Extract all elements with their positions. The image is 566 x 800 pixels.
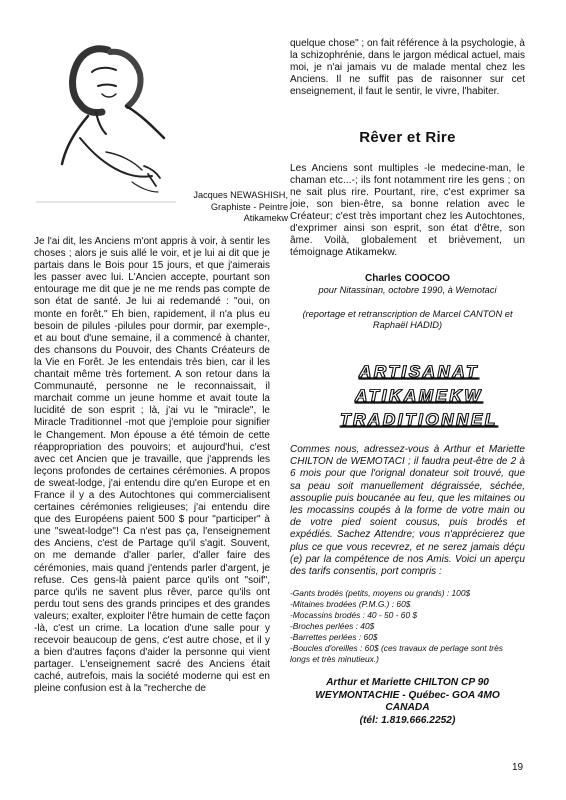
advert-paragraph: Commes nous, adressez-vous à Arthur et Mariette CHILTON de WEMOTACI ; il faudra peut-être de 2 à 6 mois pour que l'orignal donateur soit trouvé, que sa peau soit manuellement dégraissée, séchée, assouplie puis boucanée au feu, que les mitaines ou les mocassins coupés à la forme de votre main ou de votre pied soient cousus, puis brodés et expédiés. Sachez Attendre; vous n'apprécierez que plus ce que vous recevrez, et ne serez jamais déçu (e) par la compétence de nos Amis. Voici un aperçu des tarifs consentis, port compris : (290, 443, 525, 577)
contact-phone: (tél: 1.819.666.2252) (359, 714, 456, 726)
price-item: -Broches perlées : 40$ (290, 621, 375, 632)
page-number: 19 (512, 762, 524, 773)
price-item: -Mocassins brodés : 40 - 50 - 60 $ (290, 610, 418, 621)
section-paragraph: Les Anciens sont multiples -le medecine-man, le chaman etc...-; ils font notamment rire les gens ; on ne sait plus rire. Pourtant, rire, c'est exprimer sa joie, son bien-être, sa bonne relation avec le Créateur; c'est très important chez les Autochtones, d'exprimer ainsi son esprit, son état d'être, son âme. Voilà, globalement et brièvement, un témoignage Atikamekw. (290, 162, 525, 259)
photo-caption (176, 190, 288, 225)
contact-address: WEYMONTACHIE - Québec- GOA 4MO (315, 689, 500, 701)
caption-role: Graphiste - Peintre (210, 201, 288, 212)
right-column (290, 38, 525, 727)
price-item: -Barrettes perlées : 60$ (290, 632, 378, 643)
signature-name: Charles COOCOO (364, 273, 451, 285)
continuation-paragraph: quelque chose" ; on fait référence à la psychologie, à la schizophrénie, dans le jargon médical actuel, mais moi, je n'ai jamais vu de malade mental chez les Anciens. Il ne suffit pas de raisonner sur cet enseignement, il faut le sentir, le vivre, l'habiter. (290, 38, 525, 98)
artist-sketch-photo (36, 42, 176, 212)
signature-line: pour Nitassinan, octobre 1990, à Wemotaci (318, 285, 497, 296)
price-item: -Gants brodés (petits, moyens ou grands) : 100$ (290, 588, 471, 599)
caption-name: Jacques NEWASHISH, (193, 190, 288, 200)
advert-title-line-1: ARTISANAT (358, 361, 480, 381)
contact-name: Arthur et Mariette CHILTON CP 90 (326, 677, 489, 689)
advert-title (334, 360, 504, 432)
advert-title-line-2: ATIKAMEKW (355, 385, 483, 405)
price-item: -Boucles d'oreilles : 60$ (ces travaux de perlage sont très longs et très minutieux.) (290, 643, 503, 665)
advert-body (290, 444, 525, 578)
caption-nation: Atikamekw (243, 213, 288, 223)
advert-title-line-3: TRADITIONNEL (340, 409, 498, 429)
contact-country: CANADA (385, 702, 430, 714)
advert-contact (290, 677, 525, 727)
credit-line: (reportage et retranscription de Marcel CANTON et Raphaël HADID) (302, 308, 513, 331)
price-list (290, 588, 525, 665)
left-column-text: Je l'ai dit, les Anciens m'ont appris à voir, à sentir les choses ; alors je suis allé le voir, et je lui ai dit que je partais dans le Bois pour 15 jours, et que j'aimerais les passer avec lui. L'Ancien accepte, pourtant son entourage me dit que je ne me rends pas compte de son état de santé. Je lui ai redemandé : "oui, on monte en forêt." Eh bien, rapidement, il n'a plus eu besoin de pilules -pilules pour dormir, par exemple-, et au bout d'une semaine, il a commencé à chanter, des chansons du Pouvoir, des Chants Créateurs de la Vie en Forêt. Je les entendais très bien, car il les chantait même très fortement. A son retour dans la Communauté, personne ne le reconnaissait, il marchait comme un jeune homme et avait toute la lucidité de son esprit ; là, j'ai vu le "miracle", le Miracle Traditionnel -mot que j'emploie pour signifier le Changement. Mon épouse a été témoin de cette réappropriation des pouvoirs; et aujourd'hui, c'est avec cet Ancien que je travaille, que j'apprends les leçons profondes de certaines cérémonies. A propos de sweat-lodge, j'ai entendu dire qu'en Europe et en France il y a des Autochtones qui commercialisent certaines cérémonies religieuses; j'ai entendu dire que des Européens paient 500 $ pour "participer" à une "sweat-lodge"! Ca n'est pas ça, l'enseignement des Anciens, c'est de Partage qu'il s'agit. Souvent, on me demande d'aller parler, d'aller faire des cérémonies, mais quand j'entends parler d'argent, je refuse. Ces gens-là paient parce qu'ils ont "soif", parce qu'ils ne savent plus rêver, parce qu'ils ont perdu tout sens des grands principes et des grandes valeurs; exalter, exploiter l'être humain de cette façon -là, c'est un crime. La location d'une salle pour y recevoir beaucoup de gens, c'est autre chose, et il y a bien d'autres façons d'aider la personne qui vient partager. L'enseignement sacré des Anciens était caché, autrefois, mais la société moderne qui est en pleine confusion est à la "recherche de (34, 236, 270, 695)
section-heading: Rêver et Rire (359, 129, 456, 147)
price-item: -Mitaines brodées (P.M.G.) : 60$ (290, 599, 411, 610)
